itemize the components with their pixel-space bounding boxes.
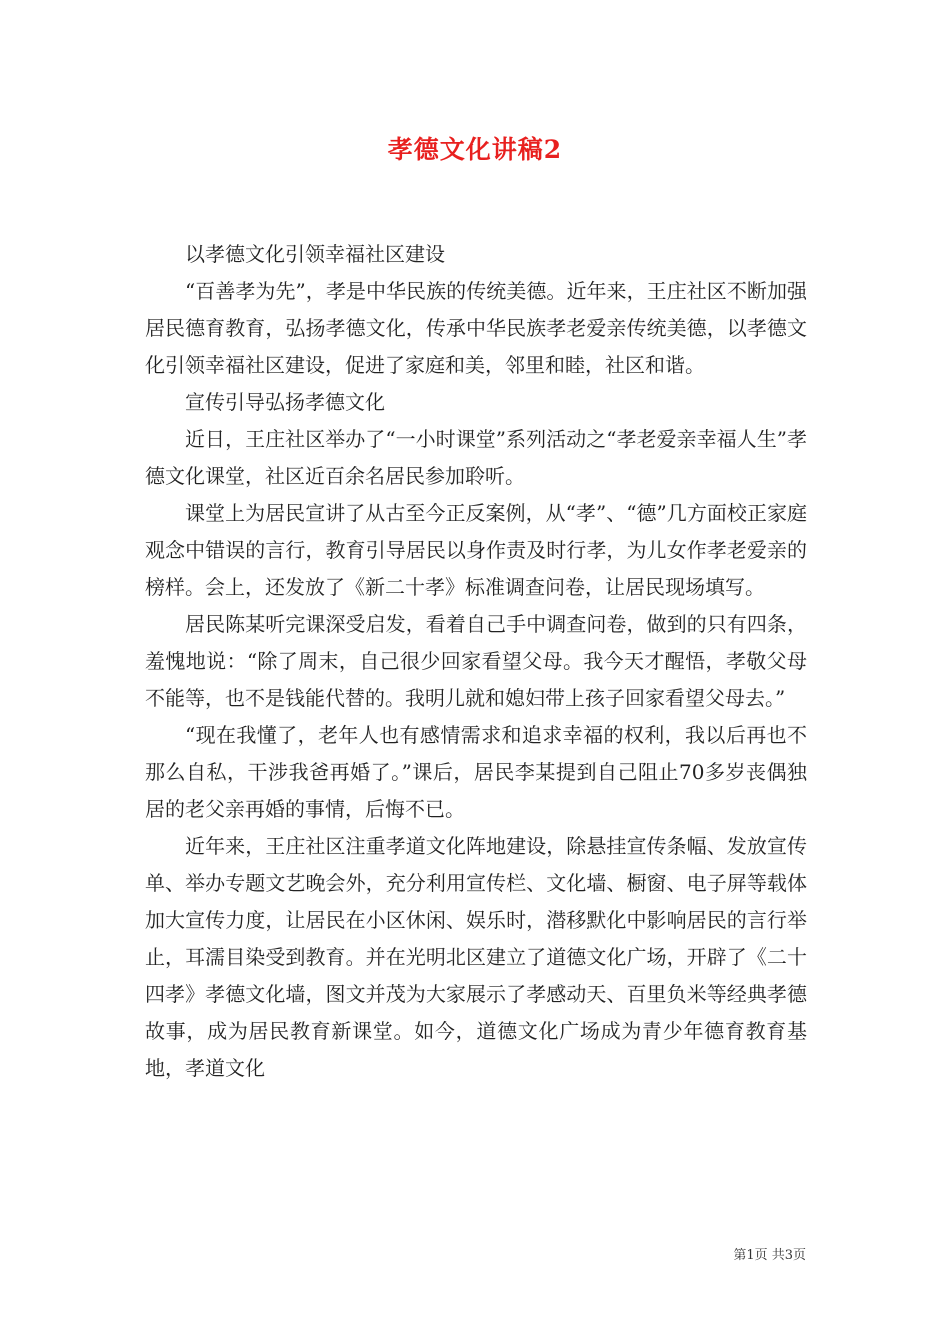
paragraph: “百善孝为先”，孝是中华民族的传统美德。近年来，王庄社区不断加强居民德育教育，弘扬孝德文化，传承中华民族孝老爱亲传统美德，以孝德文化引领幸福社区建设，促进了家庭和美，邻里和睦，社区和谐。 [145,279,807,377]
page-number-footer: 第1页 共3页 [733,1248,806,1263]
paragraph-heading-2: 宣传引导弘扬孝德文化 [185,390,385,414]
document-title: 孝德文化讲稿2 [387,135,563,164]
document-body [145,236,807,1087]
paragraph: 近日，王庄社区举办了“一小时课堂”系列活动之“孝老爱亲幸福人生”孝德文化课堂，社区近百余名居民参加聆听。 [145,427,807,488]
paragraph: 居民陈某听完课深受启发，看着自己手中调查问卷，做到的只有四条，羞愧地说：“除了周末，自己很少回家看望父母。我今天才醒悟，孝敬父母不能等，也不是钱能代替的。我明儿就和媳妇带上孩子回家看望父母去。” [145,612,807,710]
paragraph: “现在我懂了，老年人也有感情需求和追求幸福的权利，我以后再也不那么自私，干涉我爸再婚了。”课后，居民李某提到自己阻止70多岁丧偶独居的老父亲再婚的事情，后悔不已。 [145,723,807,821]
paragraph-heading-1: 以孝德文化引领幸福社区建设 [185,242,445,266]
paragraph: 课堂上为居民宣讲了从古至今正反案例，从“孝”、“德”几方面校正家庭观念中错误的言行，教育引导居民以身作责及时行孝，为儿女作孝老爱亲的榜样。会上，还发放了《新二十孝》标准调查问卷，让居民现场填写。 [145,501,807,599]
paragraph: 近年来，王庄社区注重孝道文化阵地建设，除悬挂宣传条幅、发放宣传单、举办专题文艺晚会外，充分利用宣传栏、文化墙、橱窗、电子屏等载体加大宣传力度，让居民在小区休闲、娱乐时，潜移默化中影响居民的言行举止，耳濡目染受到教育。并在光明北区建立了道德文化广场，开辟了《二十四孝》孝德文化墙，图文并茂为大家展示了孝感动天、百里负米等经典孝德故事，成为居民教育新课堂。如今，道德文化广场成为青少年德育教育基地，孝道文化 [145,834,807,1080]
